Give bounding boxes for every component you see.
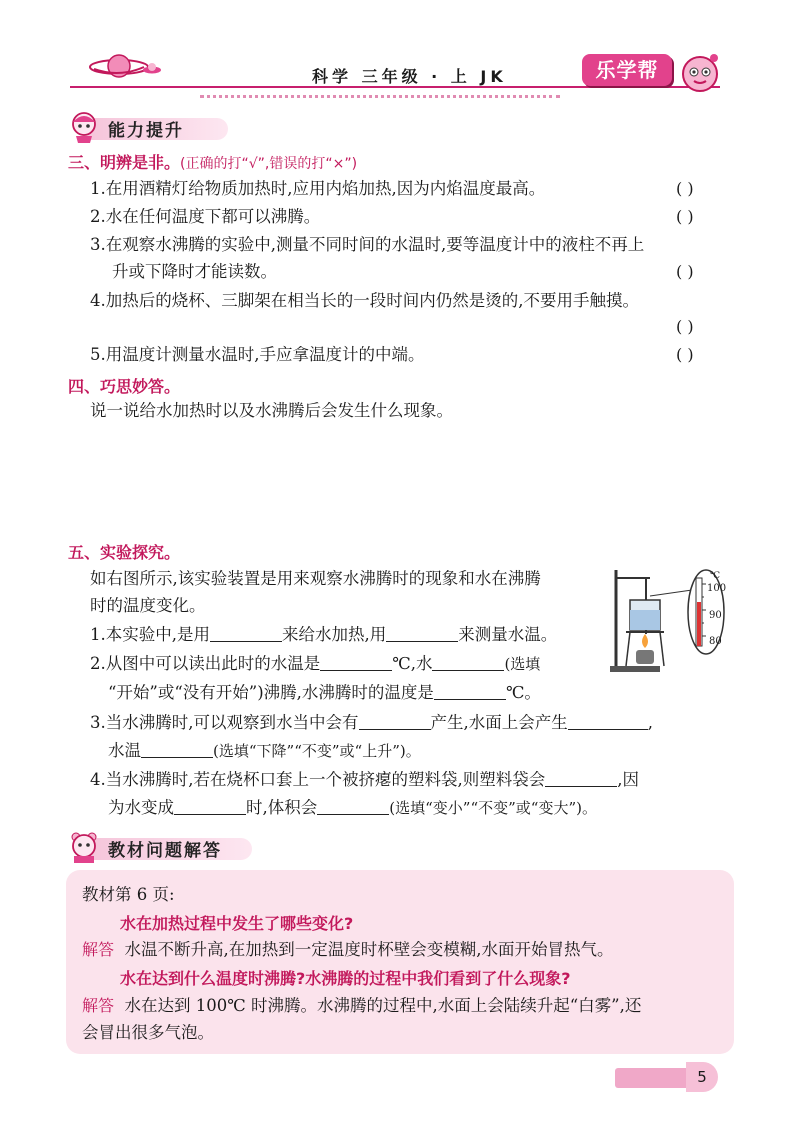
answer-paren-4[interactable]: ( ) [676, 317, 694, 336]
blank-bag-change[interactable] [545, 768, 617, 787]
judge-item-5: 5.用温度计测量水温时,手应拿温度计的中端。 [90, 345, 425, 364]
section-3-title [68, 150, 357, 173]
section-3-note: (正确的打“√”,错误的打“×”) [180, 156, 358, 172]
thermo-unit: ℃ [710, 571, 721, 581]
blank-boiling-temp[interactable] [434, 681, 506, 700]
brand-logo: 乐学帮 [582, 54, 672, 86]
header-dotted-rule [200, 95, 560, 98]
blank-measure-tool[interactable] [386, 623, 458, 642]
question-5-3: 3.当水沸腾时,可以观察到水当中会有 产生,水面上会产生 , [90, 713, 653, 732]
judge-item-2: 2.水在任何温度下都可以沸腾。 [90, 207, 321, 226]
textbook-answer-2-cont: 会冒出很多气泡。 [82, 1023, 214, 1042]
girl-mascot-icon [68, 110, 100, 144]
blank-bubbles[interactable] [359, 711, 431, 730]
blank-surface[interactable] [568, 711, 648, 730]
question-5-2-cont: “开始”或“没有开始”)沸腾,水沸腾时的温度是 ℃。 [108, 683, 541, 702]
section-4-title: 四、巧思妙答。 [68, 377, 181, 396]
section-3-heading: 三、明辨是非。 [68, 153, 181, 172]
question-5-1: 1.本实验中,是用 来给水加热,用 来测量水温。 [90, 625, 558, 644]
question-5-2: 2.从图中可以读出此时的水温是 ℃,水 (选填 [90, 654, 541, 673]
blank-heat-source[interactable] [210, 623, 282, 642]
section-4-answer-area[interactable] [90, 430, 730, 530]
section-5-intro-2: 时的温度变化。 [90, 596, 206, 615]
judge-item-1: 1.在用酒精灯给物质加热时,应用内焰加热,因为内焰温度最高。 [90, 179, 546, 198]
judge-item-3: 3.在观察水沸腾的实验中,测量不同时间的水温时,要等温度计中的液柱不再上 [90, 235, 645, 254]
boiling-apparatus-figure [606, 566, 736, 676]
question-5-3-cont: 水温 (选填“下降”“不变”或“上升”)。 [108, 741, 421, 760]
mascot-icon [676, 50, 724, 94]
textbook-answer-2: 解答 水在达到 100℃ 时沸腾。水沸腾的过程中,水面上会陆续升起“白雾”,还 [82, 996, 642, 1015]
question-5-4: 4.当水沸腾时,若在烧杯口套上一个被挤瘪的塑料袋,则塑料袋会 ,因 [90, 770, 639, 789]
header-title: 科学 三年级 · 上 JK [312, 67, 507, 86]
answer-paren-5[interactable]: ( ) [676, 345, 694, 364]
blank-boil-start[interactable] [432, 652, 504, 671]
judge-item-4: 4.加热后的烧杯、三脚架在相当长的一段时间内仍然是烫的,不要用手触摸。 [90, 291, 639, 310]
judge-item-3-cont: 升或下降时才能读数。 [112, 262, 277, 281]
section-4-prompt: 说一说给水加热时以及水沸腾后会发生什么现象。 [90, 401, 453, 420]
thermo-label-100: 100 [707, 583, 727, 594]
textbook-banner-label: 教材问题解答 [108, 841, 222, 861]
answer-paren-1[interactable]: ( ) [676, 179, 694, 198]
thermo-label-90: 90 [709, 610, 722, 621]
page-number: 5 [686, 1062, 718, 1092]
page-number-bar [615, 1068, 693, 1088]
answer-label-2: 解答 [82, 996, 115, 1015]
textbook-banner [60, 830, 260, 866]
answer-paren-3[interactable]: ( ) [676, 262, 694, 281]
textbook-question-1: 水在加热过程中发生了哪些变化? [120, 914, 354, 933]
blank-water-temp[interactable] [320, 652, 392, 671]
blank-volume[interactable] [317, 796, 389, 815]
bear-mascot-icon [68, 830, 100, 864]
thermo-label-80: 80 [709, 636, 722, 647]
blank-water-becomes[interactable] [174, 796, 246, 815]
section-5-intro-1: 如右图所示,该实验装置是用来观察水沸腾时的现象和水在沸腾 [90, 569, 541, 588]
textbook-page-ref: 教材第 6 页: [82, 885, 175, 904]
planet-icon [88, 50, 150, 82]
textbook-answer-1: 解答 水温不断升高,在加热到一定温度时杯壁会变模糊,水面开始冒热气。 [82, 940, 614, 959]
answer-paren-2[interactable]: ( ) [676, 207, 694, 226]
blank-water-temp-change[interactable] [141, 739, 213, 758]
ufo-icon [142, 60, 162, 74]
ability-banner [60, 110, 230, 146]
textbook-question-2: 水在达到什么温度时沸腾?水沸腾的过程中我们看到了什么现象? [120, 969, 571, 988]
ability-banner-label: 能力提升 [108, 121, 184, 141]
answer-label-1: 解答 [82, 940, 115, 959]
question-5-4-cont: 为水变成 时,体积会 (选填“变小”“不变”或“变大”)。 [108, 798, 597, 817]
section-5-title: 五、实验探究。 [68, 543, 181, 562]
